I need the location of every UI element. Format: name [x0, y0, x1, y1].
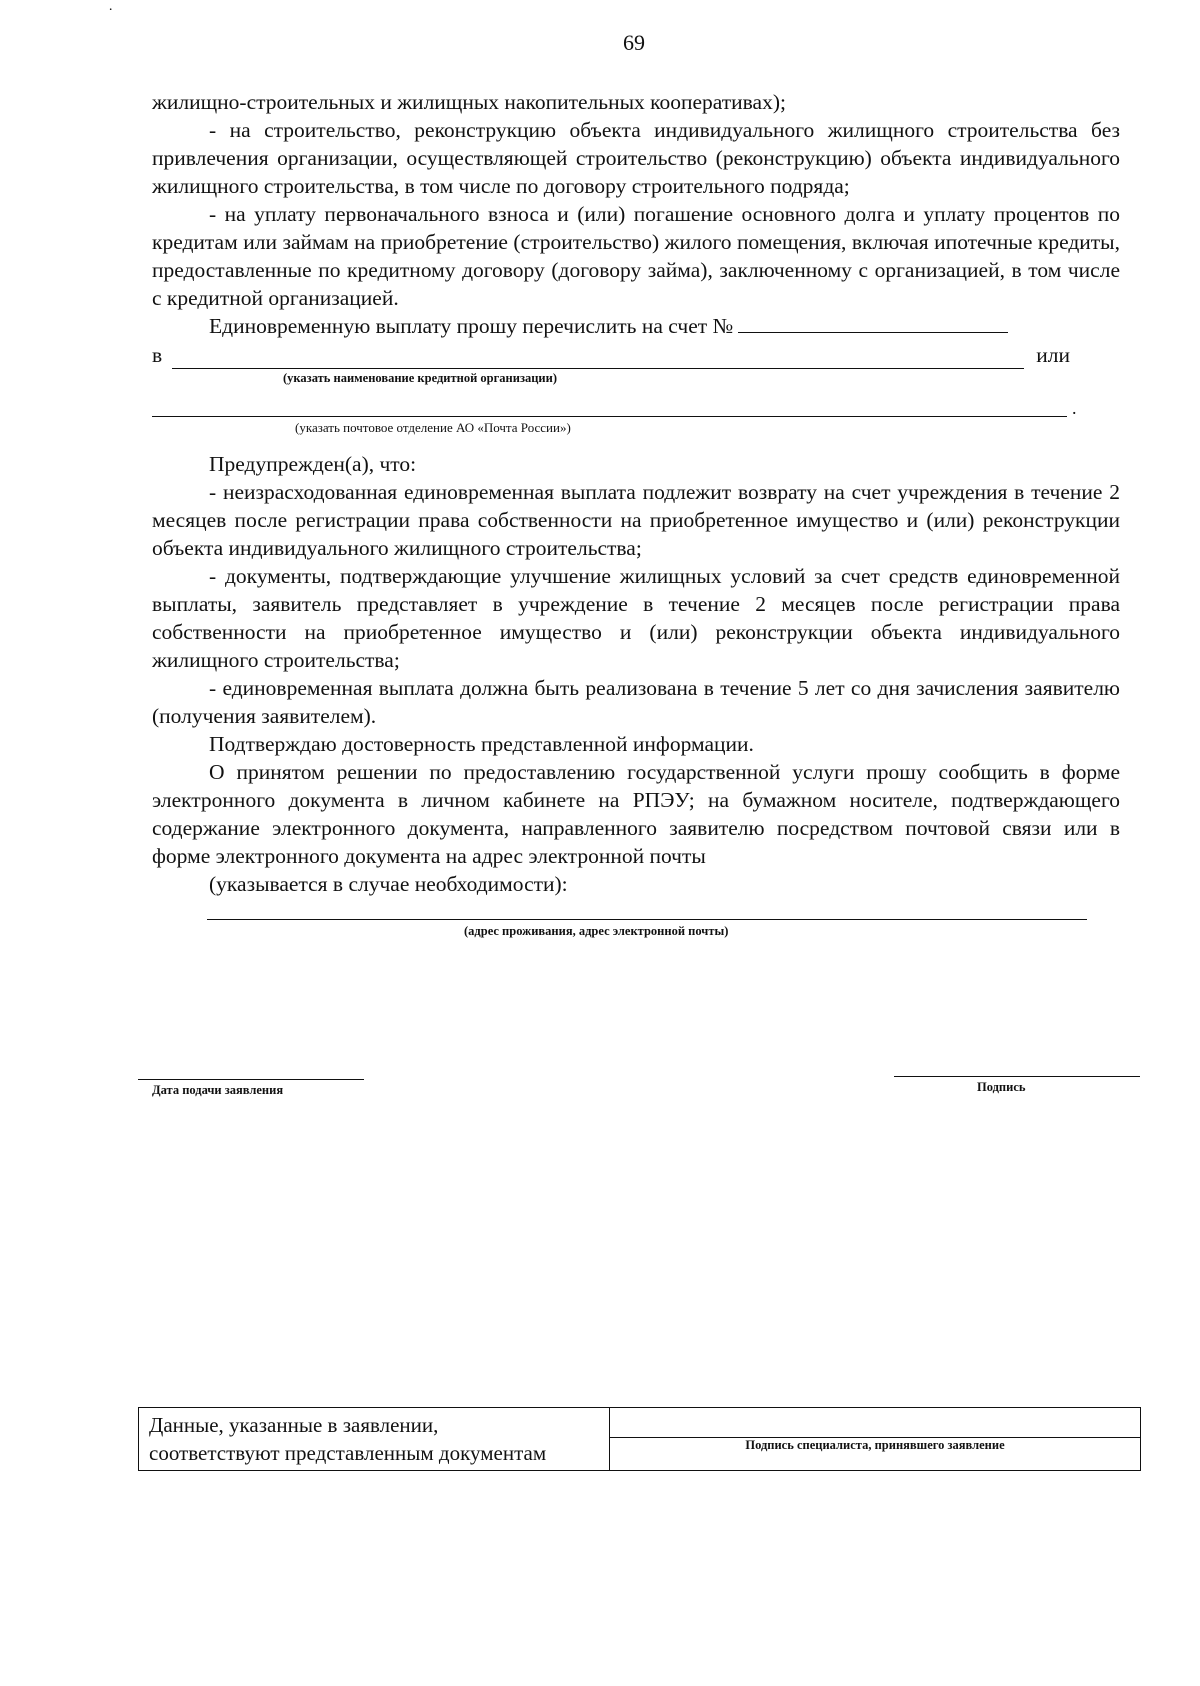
- account-request: [152, 312, 1120, 340]
- scan-mark: ˙: [108, 6, 114, 23]
- bank-name-hint: (указать наименование кредитной организации): [283, 371, 557, 385]
- signature-label: Подпись: [977, 1080, 1026, 1094]
- verification-line: Данные, указанные в заявлении,: [149, 1413, 439, 1437]
- date-label: Дата подачи заявления: [152, 1083, 284, 1097]
- warning-item: - документы, подтверждающие улучшение жилищных условий за счет средств единовременной выплаты, заявитель представляет в учреждение в течение 2 месяцев после регистрации права собственности на приобретенное имущество и (или) реконструкции объекта индивидуального жилищного строительства;: [152, 564, 1120, 672]
- bank-suffix: или: [1036, 343, 1070, 367]
- address-hint: (адрес проживания, адрес электронной почты): [464, 924, 729, 938]
- specialist-signature-field[interactable]: [610, 1408, 1141, 1438]
- warning-item: - неизрасходованная единовременная выплата подлежит возврату на счет учреждения в течение 2 месяцев после регистрации права собственности на приобретенное имущество и (или) реконструкции объекта индивидуального жилищного строительства;: [152, 480, 1120, 560]
- intro-text: [152, 88, 1120, 340]
- address-field[interactable]: [207, 919, 1087, 920]
- bank-name-field[interactable]: [172, 368, 1024, 369]
- verification-statement: [139, 1408, 610, 1471]
- paragraph: жилищно-строительных и жилищных накопительных кооперативах);: [152, 90, 786, 114]
- account-request-text: Единовременную выплату прошу перечислить на счет №: [209, 314, 734, 338]
- post-office-trailing: .: [1072, 398, 1077, 418]
- post-office-field[interactable]: [152, 416, 1067, 417]
- post-office-hint: (указать почтовое отделение АО «Почта России»): [295, 420, 571, 435]
- notify-text: О принятом решении по предоставлению государственной услуги прошу сообщить в форме электронного документа в личном кабинете на РПЭУ; на бумажном носителе, подтверждающего содержание электронного документа, направленного заявителю посредством почтовой связи или в форме электронного документа на адрес электронной почты: [152, 760, 1120, 868]
- warning-title: Предупрежден(а), что:: [209, 452, 417, 476]
- bank-prefix: в: [152, 343, 163, 367]
- account-number-field[interactable]: [738, 312, 1008, 333]
- verification-table: [138, 1407, 1141, 1471]
- date-field[interactable]: [138, 1079, 364, 1080]
- paragraph: - на уплату первоначального взноса и (или) погашение основного долга и уплату процентов по кредитам или займам на приобретение (строительство) жилого помещения, включая ипотечные кредиты, предоставленные по кредитному договору (договору займа), заключенному с организацией, в том числе с кредитной организацией.: [152, 202, 1120, 310]
- notify-note: (указывается в случае необходимости):: [209, 872, 568, 896]
- paragraph: - на строительство, реконструкцию объекта индивидуального жилищного строительства без привлечения организации, осуществляющей строительство (реконструкцию) объекта индивидуального жилищного строительства, в том числе по договору строительного подряда;: [152, 118, 1120, 198]
- warning-item: - единовременная выплата должна быть реализована в течение 5 лет со дня зачисления заявителю (получения заявителем).: [152, 676, 1120, 728]
- confirm-text: Подтверждаю достоверность представленной информации.: [209, 732, 754, 756]
- warnings-block: [152, 450, 1120, 898]
- signature-field[interactable]: [894, 1076, 1140, 1077]
- page-number: 69: [623, 30, 645, 55]
- verification-line: соответствуют представленным документам: [149, 1441, 547, 1465]
- specialist-signature-label: Подпись специалиста, принявшего заявление: [610, 1438, 1141, 1471]
